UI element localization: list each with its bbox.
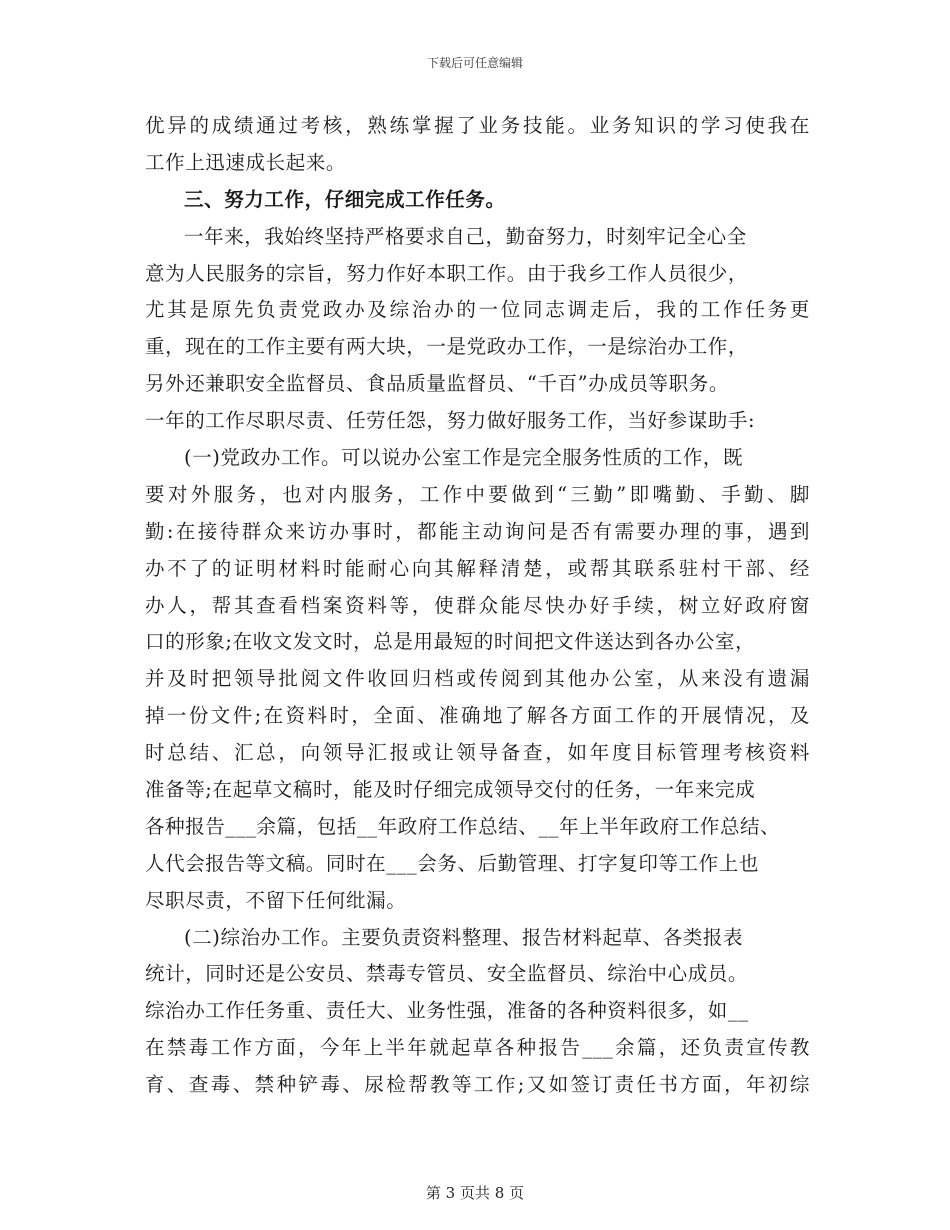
text-line: 综治办工作任务重、责任大、业务性强，准备的各种资料很多，如__ (145, 999, 749, 1023)
text-line: 人代会报告等文稿。同时在___会务、后勤管理、打字复印等工作上也 (145, 851, 759, 875)
text-line: 各种报告___余篇，包括__年政府工作总结、__年上半年政府工作总结、 (145, 814, 781, 838)
text-line: 并及时把领导批阅文件收回归档或传阅到其他办公室，从来没有遗漏 (145, 667, 810, 691)
text-line: 勤:在接待群众来访办事时，都能主动询问是否有需要办理的事，遇到 (145, 519, 810, 543)
page-header: 下载后可任意编辑 (426, 56, 523, 70)
section-heading: 三、努力工作，仔细完成工作任务。 (184, 187, 506, 211)
document-body (145, 108, 810, 1104)
text-line: 办人，帮其查看档案资料等，使群众能尽快办好手续，树立好政府窗 (145, 593, 810, 617)
text-line: (一)党政办工作。可以说办公室工作是完全服务性质的工作，既 (184, 446, 744, 470)
text-line: 办不了的证明材料时能耐心向其解释清楚，或帮其联系驻村干部、经 (145, 556, 810, 580)
text-line: 时总结、汇总，向领导汇报或让领导备查，如年度目标管理考核资料 (145, 741, 810, 765)
text-line: 口的形象;在收文发文时，总是用最短的时间把文件送达到各办公室， (145, 630, 756, 654)
page-number: 第 3 页共 8 页 (425, 1184, 525, 1202)
text-line: 育、查毒、禁种铲毒、尿检帮教等工作;又如签订责任书方面，年初综 (145, 1073, 810, 1097)
text-line: 要对外服务，也对内服务，工作中要做到“三勤”即嘴勤、手勤、脚 (145, 482, 810, 506)
text-line: 统计，同时还是公安员、禁毒专管员、安全监督员、综治中心成员。 (145, 962, 749, 986)
text-line: 尤其是原先负责党政办及综治办的一位同志调走后，我的工作任务更 (145, 298, 810, 322)
text-line: 意为人民服务的宗旨，努力作好本职工作。由于我乡工作人员很少， (145, 261, 749, 285)
text-line: (二)综治办工作。主要负责资料整理、报告材料起草、各类报表 (184, 925, 744, 949)
text-line: 优异的成绩通过考核，熟练掌握了业务技能。业务知识的学习使我在 (145, 114, 810, 137)
text-line: 准备等;在起草文稿时，能及时仔细完成领导交付的任务，一年来完成 (145, 778, 756, 802)
text-line: 工作上迅速成长起来。 (145, 150, 347, 174)
text-line: 另外还兼职安全监督员、食品质量监督员、“千百”办成员等职务。 (145, 372, 729, 396)
text-line: 尽职尽责，不留下任何纰漏。 (145, 888, 407, 912)
text-line: 一年来，我始终坚持严格要求自己，勤奋努力，时刻牢记全心全 (184, 224, 747, 248)
text-line: 一年的工作尽职尽责、任劳任怨，努力做好服务工作，当好参谋助手: (145, 409, 756, 433)
text-line: 重，现在的工作主要有两大块，一是党政办工作，一是综治办工作， (145, 335, 749, 359)
text-line: 掉一份文件;在资料时，全面、准确地了解各方面工作的开展情况，及 (145, 704, 810, 728)
text-line: 在禁毒工作方面，今年上半年就起草各种报告___余篇，还负责宣传教 (145, 1036, 810, 1060)
